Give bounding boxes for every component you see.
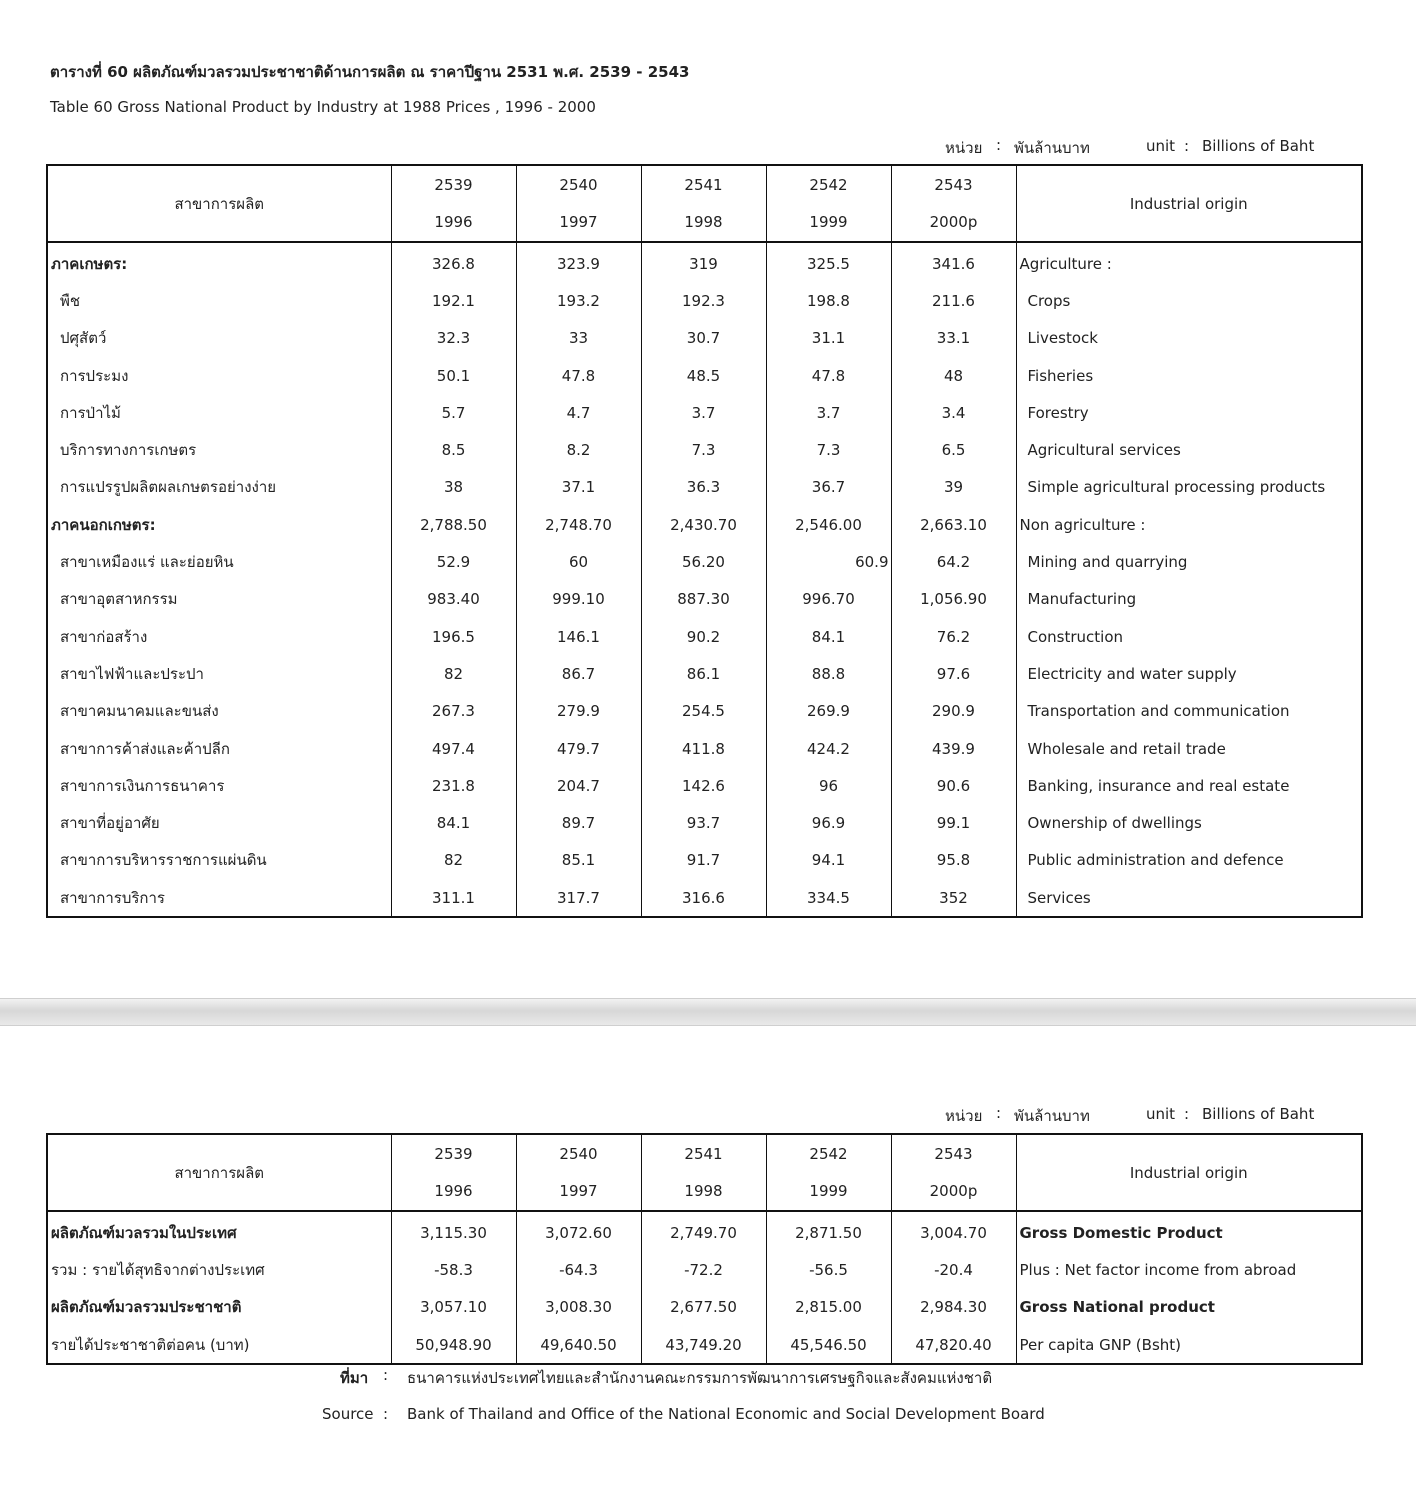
table-body	[47, 1211, 1362, 1364]
value-cell: 192.3	[641, 282, 766, 319]
value-cell: 86.7	[516, 655, 641, 692]
table-row	[47, 282, 1362, 319]
value-cell: 50,948.90	[391, 1326, 516, 1364]
source-thai-label: ที่มา	[340, 1369, 369, 1387]
header-year: 2542 1999	[766, 1134, 891, 1211]
value-cell: 4.7	[516, 394, 641, 431]
value-cell: 86.1	[641, 655, 766, 692]
value-cell: 96	[766, 767, 891, 804]
table-row	[47, 431, 1362, 468]
table-row	[47, 842, 1362, 879]
value-cell: 887.30	[641, 581, 766, 618]
value-cell: 3,008.30	[516, 1289, 641, 1326]
value-cell: 91.7	[641, 842, 766, 879]
table-body	[47, 242, 1362, 917]
unit-colon: :	[1184, 137, 1190, 155]
value-cell: -72.2	[641, 1251, 766, 1288]
value-cell: 36.3	[641, 469, 766, 506]
value-cell: 411.8	[641, 730, 766, 767]
header-year: 2543 2000p	[891, 165, 1016, 242]
value-cell: 90.2	[641, 618, 766, 655]
row-label-thai: สาขาก่อสร้าง	[60, 627, 148, 646]
row-label-english: Public administration and defence	[1016, 842, 1362, 879]
value-cell: 7.3	[641, 431, 766, 468]
value-cell: 196.5	[391, 618, 516, 655]
row-label-thai: การป่าไม้	[60, 403, 121, 422]
value-cell: 316.6	[641, 879, 766, 917]
value-cell: 90.6	[891, 767, 1016, 804]
header-year: 2540 1997	[516, 165, 641, 242]
value-cell: 84.1	[391, 804, 516, 841]
row-label-english: Wholesale and retail trade	[1016, 730, 1362, 767]
value-cell: 999.10	[516, 581, 641, 618]
row-label-english: Livestock	[1016, 320, 1362, 357]
value-cell: 49,640.50	[516, 1326, 641, 1364]
table-row	[47, 730, 1362, 767]
value-cell: 317.7	[516, 879, 641, 917]
value-cell: 60.9	[766, 543, 891, 580]
value-cell: 2,871.50	[766, 1211, 891, 1251]
source-en-text: Bank of Thailand and Office of the National Economic and Social Development Board	[407, 1405, 1045, 1423]
value-cell: -20.4	[891, 1251, 1016, 1288]
row-label-english: Mining and quarrying	[1016, 543, 1362, 580]
value-cell: 2,984.30	[891, 1289, 1016, 1326]
title-thai: ตารางที่ 60 ผลิตภัณฑ์มวลรวมประชาชาติด้านการผลิต ณ ราคาปีฐาน 2531 พ.ศ. 2539 - 2543	[50, 63, 690, 81]
row-label-english: Non agriculture :	[1016, 506, 1362, 543]
value-cell: 231.8	[391, 767, 516, 804]
value-cell: 198.8	[766, 282, 891, 319]
value-cell: 1,056.90	[891, 581, 1016, 618]
unit-colon: :	[996, 136, 1002, 154]
row-label-thai: สาขาอุตสาหกรรม	[60, 590, 178, 609]
gnp-table-totals	[46, 1133, 1363, 1365]
value-cell: 48	[891, 357, 1016, 394]
row-label-thai: สาขาเหมืองแร่ และย่อยหิน	[60, 553, 234, 572]
header-year: 2542 1999	[766, 165, 891, 242]
table-row	[47, 693, 1362, 730]
row-label-english: Agriculture :	[1016, 242, 1362, 282]
value-cell: 37.1	[516, 469, 641, 506]
table-row	[47, 1211, 1362, 1251]
row-label-thai: ภาคเกษตร:	[51, 254, 128, 273]
table-header	[47, 165, 1362, 242]
unit-en-value: Billions of Baht	[1202, 137, 1315, 155]
value-cell: 33	[516, 320, 641, 357]
value-cell: 8.5	[391, 431, 516, 468]
value-cell: 30.7	[641, 320, 766, 357]
page-divider	[0, 998, 1416, 1026]
table-row	[47, 581, 1362, 618]
value-cell: 88.8	[766, 655, 891, 692]
unit-thai-label: หน่วย	[945, 1107, 983, 1125]
value-cell: 45,546.50	[766, 1326, 891, 1364]
unit-en-label: unit	[1146, 1105, 1176, 1123]
value-cell: 96.9	[766, 804, 891, 841]
value-cell: 33.1	[891, 320, 1016, 357]
value-cell: 2,677.50	[641, 1289, 766, 1326]
unit-colon: :	[996, 1104, 1002, 1122]
table-row	[47, 242, 1362, 282]
value-cell: 3,072.60	[516, 1211, 641, 1251]
header-origin: Industrial origin	[1016, 165, 1362, 242]
value-cell: 269.9	[766, 693, 891, 730]
value-cell: 48.5	[641, 357, 766, 394]
row-label-thai: สาขาไฟฟ้าและประปา	[60, 664, 204, 683]
value-cell: 311.1	[391, 879, 516, 917]
row-label-thai: รวม : รายได้สุทธิจากต่างประเทศ	[51, 1260, 265, 1279]
value-cell: 39	[891, 469, 1016, 506]
row-label-thai: สาขาที่อยู่อาศัย	[60, 814, 160, 833]
row-label-english: Forestry	[1016, 394, 1362, 431]
row-label-thai: การประมง	[60, 366, 129, 385]
value-cell: 95.8	[891, 842, 1016, 879]
row-label-thai: ผลิตภัณฑ์มวลรวมประชาชาติ	[51, 1298, 242, 1317]
value-cell: 424.2	[766, 730, 891, 767]
unit-colon: :	[1184, 1105, 1190, 1123]
table-row	[47, 1326, 1362, 1364]
value-cell: 193.2	[516, 282, 641, 319]
header-year: 2539 1996	[391, 165, 516, 242]
row-label-english: Banking, insurance and real estate	[1016, 767, 1362, 804]
unit-thai-label: หน่วย	[945, 139, 983, 157]
value-cell: 89.7	[516, 804, 641, 841]
value-cell: 97.6	[891, 655, 1016, 692]
header-year: 2540 1997	[516, 1134, 641, 1211]
value-cell: 36.7	[766, 469, 891, 506]
value-cell: 82	[391, 655, 516, 692]
value-cell: 85.1	[516, 842, 641, 879]
header-year: 2541 1998	[641, 1134, 766, 1211]
value-cell: 2,430.70	[641, 506, 766, 543]
value-cell: 497.4	[391, 730, 516, 767]
value-cell: 2,663.10	[891, 506, 1016, 543]
row-label-english: Gross National product	[1016, 1289, 1362, 1326]
value-cell: 82	[391, 842, 516, 879]
row-label-thai: สาขาการเงินการธนาคาร	[60, 776, 225, 795]
value-cell: 3,057.10	[391, 1289, 516, 1326]
title-english: Table 60 Gross National Product by Industry at 1988 Prices , 1996 - 2000	[50, 98, 596, 116]
header-year: 2539 1996	[391, 1134, 516, 1211]
value-cell: 279.9	[516, 693, 641, 730]
row-label-english: Simple agricultural processing products	[1016, 469, 1362, 506]
value-cell: 31.1	[766, 320, 891, 357]
row-label-english: Fisheries	[1016, 357, 1362, 394]
row-label-thai: การแปรรูปผลิตผลเกษตรอย่างง่าย	[60, 478, 277, 497]
value-cell: 47,820.40	[891, 1326, 1016, 1364]
value-cell: 334.5	[766, 879, 891, 917]
value-cell: 192.1	[391, 282, 516, 319]
value-cell: 267.3	[391, 693, 516, 730]
value-cell: 99.1	[891, 804, 1016, 841]
source-en-label: Source	[322, 1405, 374, 1423]
header-sector: สาขาการผลิต	[47, 1134, 391, 1211]
value-cell: 84.1	[766, 618, 891, 655]
row-label-thai: ปศุสัตว์	[60, 329, 107, 348]
value-cell: 142.6	[641, 767, 766, 804]
row-label-english: Ownership of dwellings	[1016, 804, 1362, 841]
row-label-thai: สาขาการค้าส่งและค้าปลีก	[60, 739, 230, 758]
table-row	[47, 655, 1362, 692]
value-cell: 319	[641, 242, 766, 282]
row-label-thai: สาขาคมนาคมและขนส่ง	[60, 702, 219, 721]
row-label-thai: สาขาการบริการ	[60, 888, 165, 907]
table-row	[47, 394, 1362, 431]
value-cell: 76.2	[891, 618, 1016, 655]
value-cell: 47.8	[516, 357, 641, 394]
value-cell: 352	[891, 879, 1016, 917]
row-label-english: Plus : Net factor income from abroad	[1016, 1251, 1362, 1288]
header-sector: สาขาการผลิต	[47, 165, 391, 242]
value-cell: 3.4	[891, 394, 1016, 431]
value-cell: 7.3	[766, 431, 891, 468]
table-row	[47, 357, 1362, 394]
row-label-thai: พืช	[60, 291, 81, 310]
value-cell: 325.5	[766, 242, 891, 282]
table-row	[47, 543, 1362, 580]
table-row	[47, 618, 1362, 655]
row-label-english: Construction	[1016, 618, 1362, 655]
unit-en-value: Billions of Baht	[1202, 1105, 1315, 1123]
value-cell: 3.7	[766, 394, 891, 431]
row-label-thai: บริการทางการเกษตร	[60, 441, 197, 460]
value-cell: 60	[516, 543, 641, 580]
unit-thai-value: พันล้านบาท	[1014, 139, 1090, 157]
table-row	[47, 469, 1362, 506]
value-cell: 32.3	[391, 320, 516, 357]
value-cell: 64.2	[891, 543, 1016, 580]
value-cell: -58.3	[391, 1251, 516, 1288]
value-cell: 479.7	[516, 730, 641, 767]
unit-en-label: unit	[1146, 137, 1176, 155]
value-cell: 8.2	[516, 431, 641, 468]
source-colon: :	[383, 1366, 389, 1384]
value-cell: 326.8	[391, 242, 516, 282]
value-cell: 3,115.30	[391, 1211, 516, 1251]
row-label-english: Services	[1016, 879, 1362, 917]
table-row	[47, 804, 1362, 841]
value-cell: 2,546.00	[766, 506, 891, 543]
value-cell: 43,749.20	[641, 1326, 766, 1364]
value-cell: 56.20	[641, 543, 766, 580]
row-label-english: Transportation and communication	[1016, 693, 1362, 730]
row-label-english: Crops	[1016, 282, 1362, 319]
row-label-thai: ผลิตภัณฑ์มวลรวมในประเทศ	[51, 1223, 237, 1242]
value-cell: -56.5	[766, 1251, 891, 1288]
value-cell: 211.6	[891, 282, 1016, 319]
value-cell: 2,788.50	[391, 506, 516, 543]
row-label-english: Agricultural services	[1016, 431, 1362, 468]
value-cell: 38	[391, 469, 516, 506]
row-label-english: Per capita GNP (Bsht)	[1016, 1326, 1362, 1364]
table-row	[47, 320, 1362, 357]
table-row	[47, 767, 1362, 804]
source-colon: :	[383, 1405, 389, 1423]
value-cell: 341.6	[891, 242, 1016, 282]
unit-thai-value: พันล้านบาท	[1014, 1107, 1090, 1125]
value-cell: 2,749.70	[641, 1211, 766, 1251]
value-cell: 2,815.00	[766, 1289, 891, 1326]
value-cell: 94.1	[766, 842, 891, 879]
value-cell: 93.7	[641, 804, 766, 841]
header-origin: Industrial origin	[1016, 1134, 1362, 1211]
header-year: 2543 2000p	[891, 1134, 1016, 1211]
row-label-thai: สาขาการบริหารราชการแผ่นดิน	[60, 851, 267, 870]
value-cell: 983.40	[391, 581, 516, 618]
gnp-table-main	[46, 164, 1363, 918]
row-label-english: Manufacturing	[1016, 581, 1362, 618]
source-thai-text: ธนาคารแห่งประเทศไทยและสำนักงานคณะกรรมการพัฒนาการเศรษฐกิจและสังคมแห่งชาติ	[407, 1369, 993, 1387]
table-row	[47, 1289, 1362, 1326]
value-cell: 146.1	[516, 618, 641, 655]
table-row	[47, 1251, 1362, 1288]
header-year: 2541 1998	[641, 165, 766, 242]
table-row	[47, 506, 1362, 543]
value-cell: 47.8	[766, 357, 891, 394]
value-cell: 996.70	[766, 581, 891, 618]
row-label-thai: รายได้ประชาชาติต่อคน (บาท)	[51, 1335, 250, 1354]
value-cell: 6.5	[891, 431, 1016, 468]
value-cell: 50.1	[391, 357, 516, 394]
value-cell: 439.9	[891, 730, 1016, 767]
value-cell: 3,004.70	[891, 1211, 1016, 1251]
table-row	[47, 879, 1362, 917]
value-cell: 52.9	[391, 543, 516, 580]
row-label-english: Gross Domestic Product	[1016, 1211, 1362, 1251]
value-cell: 290.9	[891, 693, 1016, 730]
value-cell: 254.5	[641, 693, 766, 730]
row-label-thai: ภาคนอกเกษตร:	[51, 515, 156, 534]
value-cell: 5.7	[391, 394, 516, 431]
value-cell: -64.3	[516, 1251, 641, 1288]
table-header	[47, 1134, 1362, 1211]
row-label-english: Electricity and water supply	[1016, 655, 1362, 692]
value-cell: 3.7	[641, 394, 766, 431]
value-cell: 323.9	[516, 242, 641, 282]
value-cell: 2,748.70	[516, 506, 641, 543]
value-cell: 204.7	[516, 767, 641, 804]
